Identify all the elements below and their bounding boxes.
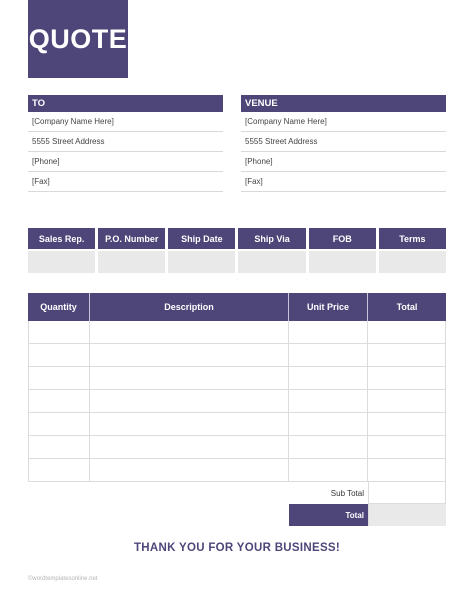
- venue-heading: VENUE: [241, 95, 446, 112]
- po-number-header: P.O. Number: [98, 228, 165, 249]
- to-street-field[interactable]: 5555 Street Address: [28, 132, 223, 152]
- line-total-cell[interactable]: [368, 413, 446, 435]
- unit-price-header: Unit Price: [289, 293, 368, 321]
- description-cell[interactable]: [90, 390, 289, 412]
- sales-rep-cell[interactable]: [28, 251, 95, 273]
- quantity-cell[interactable]: [28, 390, 90, 412]
- line-total-cell[interactable]: [368, 390, 446, 412]
- ship-date-cell[interactable]: [168, 251, 235, 273]
- total-row: [28, 504, 446, 526]
- ship-date-header: Ship Date: [168, 228, 235, 249]
- venue-street-field[interactable]: 5555 Street Address: [241, 132, 446, 152]
- line-items-table: [28, 293, 446, 526]
- line-total-cell[interactable]: [368, 459, 446, 481]
- quantity-cell[interactable]: [28, 459, 90, 481]
- table-row: [28, 344, 446, 367]
- ship-via-header: Ship Via: [238, 228, 305, 249]
- shipping-table: [28, 228, 446, 273]
- line-total-cell[interactable]: [368, 436, 446, 458]
- fob-cell[interactable]: [309, 251, 376, 273]
- to-address-block: [28, 95, 223, 192]
- description-cell[interactable]: [90, 321, 289, 343]
- terms-header: Terms: [379, 228, 446, 249]
- watermark: ©wordtemplatesonline.net: [28, 576, 98, 582]
- total-label: Total: [289, 504, 368, 526]
- table-row: [28, 321, 446, 344]
- unit-price-cell[interactable]: [289, 459, 368, 481]
- quantity-cell[interactable]: [28, 344, 90, 366]
- subtotal-spacer: [28, 482, 289, 504]
- sales-rep-header: Sales Rep.: [28, 228, 95, 249]
- quantity-header: Quantity: [28, 293, 90, 321]
- description-cell[interactable]: [90, 413, 289, 435]
- description-cell[interactable]: [90, 367, 289, 389]
- venue-address-block: [241, 95, 446, 192]
- po-number-cell[interactable]: [98, 251, 165, 273]
- table-row: [28, 390, 446, 413]
- quantity-cell[interactable]: [28, 321, 90, 343]
- line-total-cell[interactable]: [368, 321, 446, 343]
- to-heading: TO: [28, 95, 223, 112]
- unit-price-cell[interactable]: [289, 390, 368, 412]
- quantity-cell[interactable]: [28, 436, 90, 458]
- subtotal-label: Sub Total: [330, 488, 364, 498]
- table-row: [28, 459, 446, 482]
- description-cell[interactable]: [90, 436, 289, 458]
- venue-company-field[interactable]: [Company Name Here]: [241, 112, 446, 132]
- description-cell[interactable]: [90, 344, 289, 366]
- line-total-cell[interactable]: [368, 367, 446, 389]
- table-row: [28, 367, 446, 390]
- table-row: [28, 413, 446, 436]
- total-spacer: [28, 504, 289, 526]
- unit-price-cell[interactable]: [289, 413, 368, 435]
- quantity-cell[interactable]: [28, 367, 90, 389]
- venue-fax-field[interactable]: [Fax]: [241, 172, 446, 192]
- fob-header: FOB: [309, 228, 376, 249]
- unit-price-cell[interactable]: [289, 321, 368, 343]
- subtotal-value-cell[interactable]: [368, 482, 446, 504]
- total-header: Total: [396, 302, 418, 312]
- to-company-field[interactable]: [Company Name Here]: [28, 112, 223, 132]
- ship-via-cell[interactable]: [238, 251, 305, 273]
- to-fax-field[interactable]: [Fax]: [28, 172, 223, 192]
- line-total-cell[interactable]: [368, 344, 446, 366]
- document-title: QUOTE: [28, 0, 128, 78]
- unit-price-cell[interactable]: [289, 344, 368, 366]
- line-items-header: [28, 293, 446, 321]
- to-phone-field[interactable]: [Phone]: [28, 152, 223, 172]
- unit-price-cell[interactable]: [289, 436, 368, 458]
- description-cell[interactable]: [90, 459, 289, 481]
- unit-price-cell[interactable]: [289, 367, 368, 389]
- description-header: Description: [90, 293, 289, 321]
- terms-cell[interactable]: [379, 251, 446, 273]
- table-row: [28, 436, 446, 459]
- venue-phone-field[interactable]: [Phone]: [241, 152, 446, 172]
- thank-you-message: THANK YOU FOR YOUR BUSINESS!: [133, 542, 341, 554]
- subtotal-row: [28, 482, 446, 504]
- quantity-cell[interactable]: [28, 413, 90, 435]
- total-value-cell[interactable]: [368, 504, 446, 526]
